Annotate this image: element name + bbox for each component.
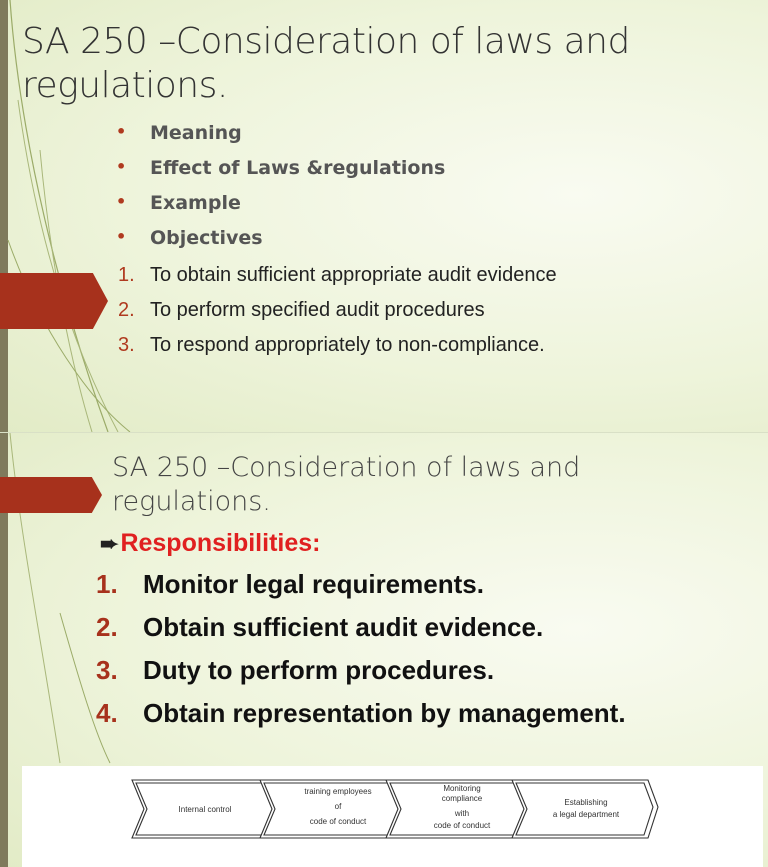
slide-1: [0, 0, 768, 432]
flow-step-2-line-3: code of conduct: [309, 817, 367, 826]
responsibilities-list: [96, 569, 626, 741]
flow-step-4-chevron: [512, 780, 658, 838]
bullet-icon: •: [116, 227, 127, 246]
objectives-list: [116, 264, 557, 369]
flow-step-3-line-2: compliance: [441, 794, 483, 803]
flow-step-1-label: Internal control: [178, 805, 232, 814]
list-item: • Example: [116, 192, 241, 214]
slide-2: [0, 432, 768, 867]
flow-step-2-line-2: of: [334, 802, 342, 811]
flow-step-4-line-2: a legal department: [552, 810, 620, 819]
flow-step-3-line-3: with: [454, 809, 470, 818]
list-item: • Objectives: [116, 227, 263, 249]
red-tab: [0, 273, 108, 329]
list-item: 3. To respond appropriately to non-compliance.: [118, 334, 545, 356]
responsibilities-heading: ➨Responsibilities:: [100, 529, 321, 557]
list-item: 2. To perform specified audit procedures: [118, 299, 485, 321]
process-flow-diagram: [22, 766, 763, 867]
red-tab: [0, 477, 102, 513]
flow-step-4-line-1: Establishing: [564, 798, 608, 807]
flow-step-3-line-4: code of conduct: [433, 821, 491, 830]
list-item: • Meaning: [116, 122, 242, 144]
list-item: 1. Monitor legal requirements.: [96, 569, 484, 599]
bullet-list: [116, 122, 445, 262]
flow-step-3-line-1: Monitoring: [443, 784, 481, 793]
list-item: 3. Duty to perform procedures.: [96, 655, 495, 685]
slide-title: SA 250 –Consideration of laws and regulations.: [112, 452, 581, 517]
bullet-icon: •: [116, 122, 127, 141]
list-item: • Effect of Laws &regulations: [116, 157, 446, 179]
list-item: 2. Obtain sufficient audit evidence.: [96, 612, 544, 642]
slide-title: SA 250 –Consideration of laws and regulations.: [22, 21, 630, 106]
list-item: 1. To obtain sufficient appropriate audit evidence: [118, 264, 557, 286]
flow-step-2-line-1: training employees: [304, 787, 372, 796]
list-item: 4. Obtain representation by management.: [96, 698, 626, 728]
bullet-icon: •: [116, 157, 127, 176]
arrow-icon: ➨: [100, 531, 119, 556]
bullet-icon: •: [116, 192, 127, 211]
